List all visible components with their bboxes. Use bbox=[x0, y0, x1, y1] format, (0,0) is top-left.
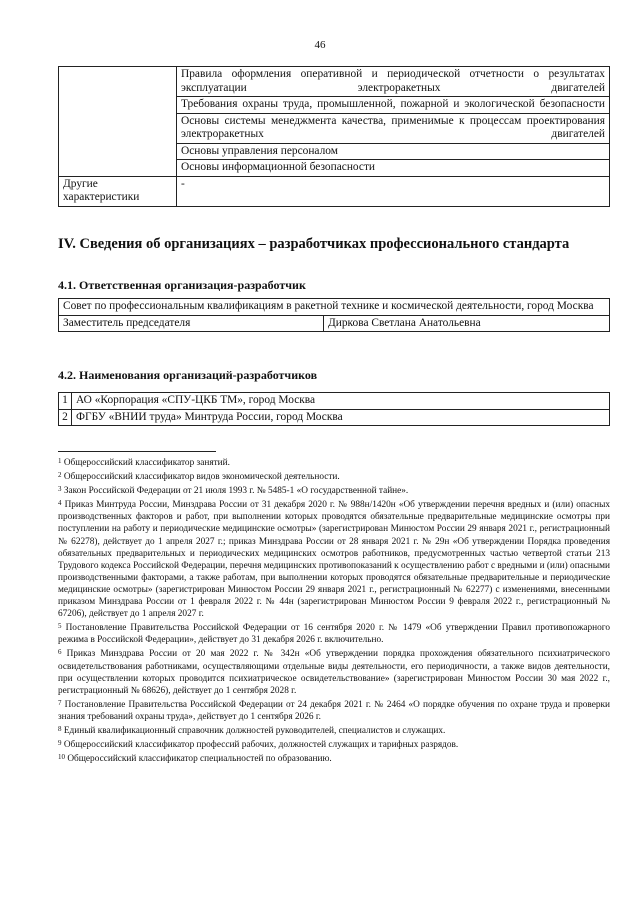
footnote: $^4$ Приказ Минтруда России, Минздрава России от 31 декабря 2020 г. № 988н/1420н «Об утверждении перечня вредных и (или) опасных производственных факторов и работ, при выполнении которых проводятся обязательные предварительные медицинские осмотры при поступлении на работу и периодические медицинские осмотры» (зарегистрирован Минюстом России 29 января 2021 г., регистрационный № 62278), действует до 1 апреля 2027 г.; приказ Минздрава России от 28 января 2021 г. № 29н «Об утверждении Порядка проведения обязательных предварительных и периодических медицинских осмотров работников, предусмотренных частью четвертой статьи 213 Трудового кодекса Российской Федерации, перечня медицинских противопоказаний к осуществлению работ с вредными и (или) опасными производственными факторами, а также работам, при выполнении которых проводятся обязательные предварительные и периодические медицинские осмотры» (зарегистрирован Минюстом России 29 января 2021 г., регистрационный № 62277) с изменениями, внесенными приказом Минздрава России от 1 февраля 2022 г. № 44н (зарегистрирован Минюстом России 9 февраля 2022 г., регистрационный № 67206), действует до 1 апреля 2027 г. bbox=[58, 499, 610, 620]
footnote: $^6$ Приказ Минздрава России от 20 мая 2022 г. № 342н «Об утверждении порядка прохождения обязательного психиатрического освидетельствования работниками, осуществляющими отдельные виды деятельности, его периодичности, а также видов деятельности, при осуществлении которых проводится психиатрическое освидетельствование» (зарегистрирован Минюстом России 30 мая 2022 г., регистрационный № 68626), действует до 1 сентября 2028 г. bbox=[58, 648, 610, 696]
table-row-other bbox=[59, 176, 610, 206]
developer-name: ФГБУ «ВНИИ труда» Минтруда России, город Москва bbox=[72, 409, 610, 426]
page-number: 46 bbox=[314, 39, 326, 51]
table-cell: Требования охраны труда, промышленной, пожарной и экологической безопасности bbox=[177, 97, 610, 114]
other-characteristics-value: - bbox=[177, 176, 610, 206]
table-cell: Правила оформления оперативной и периодической отчетности о результатах эксплуатации электроракетных двигателей bbox=[177, 67, 610, 97]
other-characteristics-label: Другие характеристики bbox=[59, 176, 177, 206]
table-row bbox=[59, 409, 610, 426]
footnote: $^{10}$ Общероссийский классификатор специальностей по образованию. bbox=[58, 753, 332, 765]
table-label-cell-empty bbox=[59, 67, 177, 177]
table-cell: Основы информационной безопасности bbox=[177, 160, 610, 177]
responsible-org-name: Совет по профессиональным квалификациям в ракетной технике и космической деятельности, город Москва bbox=[59, 299, 610, 316]
footnote: $^5$ Постановление Правительства Российской Федерации от 16 сентября 2020 г. № 1479 «Об утверждении Правил противопожарного режима в Российской Федерации», действует до 31 декабря 2026 г. включительно. bbox=[58, 622, 610, 646]
table-cell: Основы управления персоналом bbox=[177, 143, 610, 160]
section-title: IV. Сведения об организациях – разработчиках профессионального стандарта bbox=[58, 236, 570, 252]
developer-number: 1 bbox=[59, 393, 72, 410]
table-row bbox=[59, 393, 610, 410]
developer-number: 2 bbox=[59, 409, 72, 426]
responsible-position: Заместитель председателя bbox=[59, 315, 324, 332]
table-cell: Основы системы менеджмента качества, применимые к процессам проектирования электроракетных двигателей bbox=[177, 113, 610, 143]
table-row bbox=[59, 315, 610, 332]
footnote: $^9$ Общероссийский классификатор профессий рабочих, должностей служащих и тарифных разрядов. bbox=[58, 739, 459, 751]
developers-heading: 4.2. Наименования организаций-разработчиков bbox=[58, 368, 318, 382]
footnote: $^8$ Единый квалификационный справочник должностей руководителей, специалистов и служащих. bbox=[58, 724, 446, 736]
table-row bbox=[59, 299, 610, 316]
footnote: $^7$ Постановление Правительства Российской Федерации от 24 декабря 2021 г. № 2464 «О порядке обучения по охране труда и проверки знания требований охраны труда», действует до 1 сентября 2026 г. bbox=[58, 698, 610, 722]
responsible-person: Диркова Светлана Анатольевна bbox=[324, 315, 610, 332]
footnote: $^2$ Общероссийский классификатор видов экономической деятельности. bbox=[58, 471, 340, 483]
footnote: $^1$ Общероссийский классификатор занятий. bbox=[58, 457, 230, 468]
footnote-divider bbox=[58, 451, 216, 452]
footnotes bbox=[58, 455, 610, 765]
developers-table bbox=[58, 392, 610, 426]
knowledge-table bbox=[58, 66, 610, 207]
responsible-heading: 4.1. Ответственная организация-разработчик bbox=[58, 278, 306, 292]
responsible-org-table bbox=[58, 298, 610, 332]
footnote: $^3$ Закон Российской Федерации от 21 июля 1993 г. № 5485-1 «О государственной тайне». bbox=[58, 485, 409, 497]
developer-name: АО «Корпорация «СПУ-ЦКБ ТМ», город Москва bbox=[72, 393, 610, 410]
table-row bbox=[59, 67, 610, 97]
